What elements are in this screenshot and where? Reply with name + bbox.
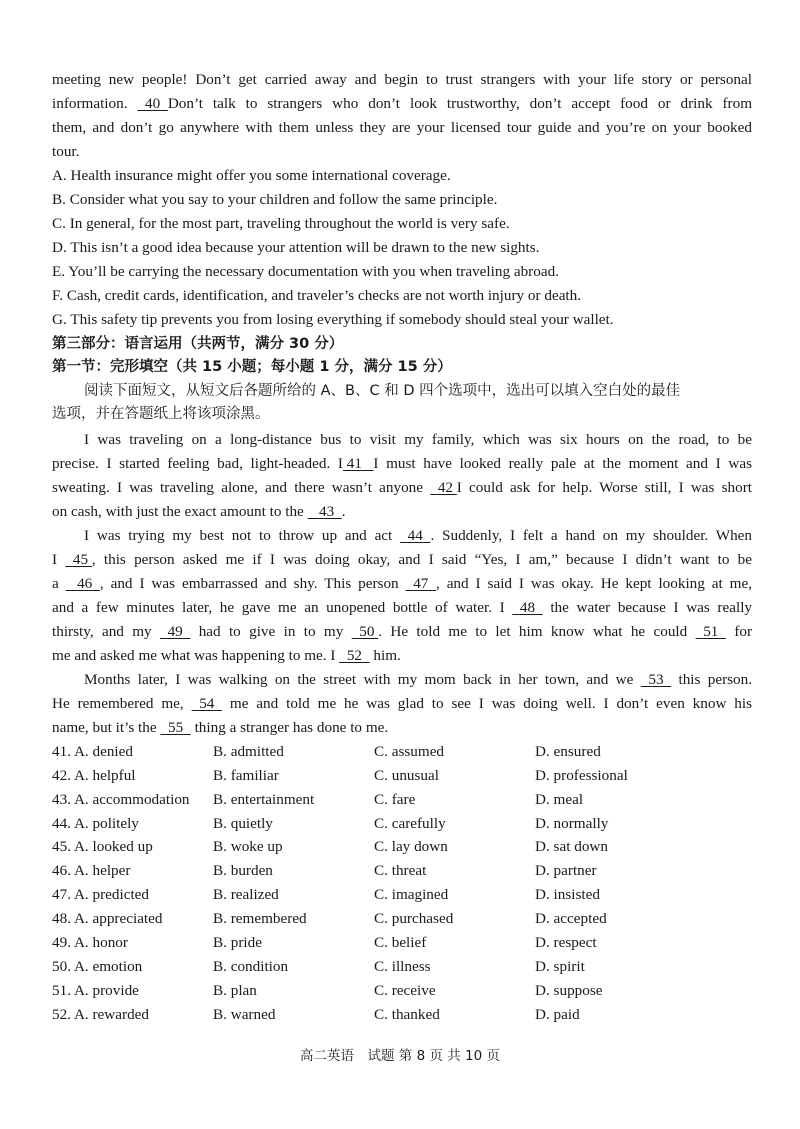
blank-48: 48 [519, 599, 536, 616]
blank-43: 43 [319, 503, 335, 520]
choice-b: B. woke up [213, 838, 283, 855]
blank-40: 40 [145, 95, 161, 112]
cloze-line: I 45 , this person asked me if I was doing okay, and I said “Yes, I am,” because I didn’t want to be [52, 551, 752, 568]
choice-d: D. accepted [535, 910, 607, 927]
blank-55: 55 [168, 719, 184, 736]
choice-d: D. ensured [535, 743, 601, 760]
option-g: G. This safety tip prevents you from losing everything if somebody should steal your wallet. [52, 311, 614, 328]
cloze-line: and a few minutes later, he gave me an unopened bottle of water. I 48 the water because I was really [52, 599, 753, 616]
cloze-line: a 46 , and I was embarrassed and shy. This person 47 , and I said I was okay. He kept looking at me, [52, 575, 753, 592]
cloze-line: name, but it’s the 55 thing a stranger has done to me. [52, 719, 389, 736]
blank-45: 45 [72, 551, 89, 568]
blank-47: 47 [413, 575, 429, 592]
choice-c: C. threat [374, 862, 427, 879]
choice-c: C. assumed [374, 743, 445, 760]
blank-51: 51 [703, 623, 719, 640]
option-e: E. You’ll be carrying the necessary documentation with you when traveling abroad. [52, 263, 559, 280]
choice-b: B. entertainment [213, 791, 315, 808]
choice-a: 42. A. helpful [52, 767, 136, 784]
choice-d: D. partner [535, 862, 597, 879]
blank-42: 42 [437, 479, 453, 496]
cloze-line: I was trying my best not to throw up and act 44 . Suddenly, I felt a hand on my shoulder. When [84, 527, 752, 544]
cloze-line: sweating. I was traveling alone, and there wasn’t anyone 42 I could ask for help. Worse still, I was short [52, 479, 753, 496]
blank-44: 44 [407, 527, 423, 544]
cloze-line: me and asked me what was happening to me. I 52 him. [52, 647, 401, 664]
blank-52: 52 [346, 647, 362, 664]
choice-c: C. receive [374, 982, 436, 999]
cloze-line: thirsty, and my 49 had to give in to my 50 . He told me to let him know what he could 51 for [52, 623, 753, 640]
choice-d: D. suppose [535, 982, 603, 999]
choice-d: D. meal [535, 791, 584, 808]
passage-line: them, and don’t go anywhere with them unless they are your licensed tour guide and you’re on your booked [52, 119, 752, 136]
choice-c: C. unusual [374, 767, 439, 784]
choice-b: B. condition [213, 958, 289, 975]
choice-a: 51. A. provide [52, 982, 139, 999]
choice-b: B. plan [213, 982, 257, 999]
passage-line [52, 94, 752, 114]
choice-a: 52. A. rewarded [52, 1006, 149, 1023]
blank-54: 54 [199, 695, 215, 712]
choice-d: D. insisted [535, 886, 600, 903]
choice-b: B. warned [213, 1006, 276, 1023]
choice-d: D. professional [535, 767, 628, 784]
choice-d: D. sat down [535, 838, 608, 855]
choice-c: C. illness [374, 958, 431, 975]
blank-53: 53 [648, 671, 664, 688]
choice-a: 50. A. emotion [52, 958, 143, 975]
choice-c: C. lay down [374, 838, 448, 855]
choice-c: C. imagined [374, 886, 449, 903]
choice-b: B. realized [213, 886, 279, 903]
choice-b: B. familiar [213, 767, 279, 784]
choice-c: C. thanked [374, 1006, 440, 1023]
cloze-line: precise. I started feeling bad, light-headed. I 41 I must have looked really pale at the moment and I was [52, 455, 752, 472]
passage-line: meeting new people! Don’t get carried away and begin to trust strangers with your life story or personal [52, 71, 752, 88]
blank-50: 50 [359, 623, 375, 640]
blank-41: 41 [346, 455, 362, 472]
option-b: B. Consider what you say to your children and follow the same principle. [52, 191, 498, 208]
choice-c: C. belief [374, 934, 427, 951]
cloze-line: He remembered me, 54 me and told me he was glad to see I was doing well. I don’t even know his [52, 695, 753, 712]
choice-a: 47. A. predicted [52, 886, 150, 903]
choice-a: 43. A. accommodation [52, 791, 190, 808]
choice-a: 48. A. appreciated [52, 910, 163, 927]
choice-b: B. pride [213, 934, 262, 951]
option-c: C. In general, for the most part, traveling throughout the world is very safe. [52, 215, 510, 232]
blank-46: 46 [77, 575, 93, 592]
text: Don’t talk to strangers who don’t look trustworthy, don’t accept food or drink from [167, 95, 753, 112]
choice-a: 46. A. helper [52, 862, 131, 879]
passage-line: tour. [52, 143, 80, 160]
choice-a: 49. A. honor [52, 934, 128, 951]
cloze-line: on cash, with just the exact amount to the 43 . [52, 503, 346, 520]
choice-c: C. fare [374, 791, 416, 808]
blank-49: 49 [167, 623, 183, 640]
choice-a: 44. A. politely [52, 815, 139, 832]
choice-b: B. quietly [213, 815, 273, 832]
choice-b: B. admitted [213, 743, 284, 760]
option-a: A. Health insurance might offer you some international coverage. [52, 167, 451, 184]
choice-d: D. spirit [535, 958, 585, 975]
choice-d: D. respect [535, 934, 597, 951]
choice-d: D. normally [535, 815, 609, 832]
option-f: F. Cash, credit cards, identification, and traveler’s checks are not worth injury or death. [52, 287, 582, 304]
choice-a: 45. A. looked up [52, 838, 153, 855]
choice-b: B. burden [213, 862, 273, 879]
instruction-line: 选项，并在答题纸上将该项涂黑。 [52, 406, 270, 422]
choice-c: C. carefully [374, 815, 446, 832]
section-3-title: 第三部分：语言运用（共两节，满分 30 分） [52, 336, 344, 352]
page-footer: 高二英语 试题 第 8 页 共 10 页 [299, 1048, 500, 1064]
choice-a: 41. A. denied [52, 743, 133, 760]
choice-c: C. purchased [374, 910, 454, 927]
choice-b: B. remembered [213, 910, 307, 927]
cloze-line: I was traveling on a long-distance bus to visit my family, which was six hours on the road, to be [84, 431, 752, 448]
cloze-line: Months later, I was walking on the street with my mom back in her town, and we 53 this person. [84, 671, 753, 688]
text: information. [52, 95, 128, 112]
instruction-line: 阅读下面短文，从短文后各题所给的 A、B、C 和 D 四个选项中，选出可以填入空白处的最佳 [84, 383, 681, 399]
section-1-title: 第一节：完形填空（共 15 小题；每小题 1 分，满分 15 分） [52, 359, 452, 375]
choice-d: D. paid [535, 1006, 580, 1023]
option-d: D. This isn’t a good idea because your attention will be drawn to the new sights. [52, 239, 540, 256]
